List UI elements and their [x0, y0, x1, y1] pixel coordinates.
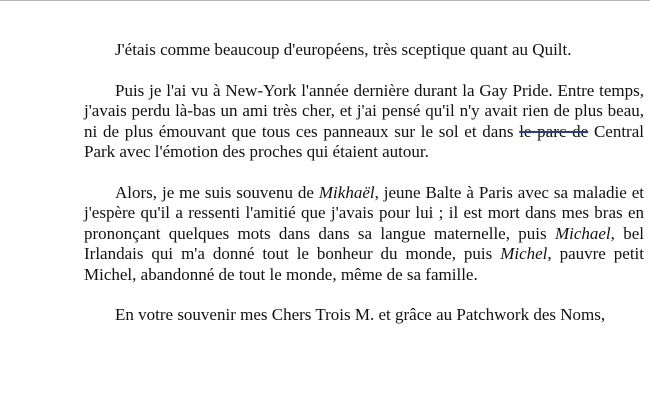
top-edge-rule	[0, 0, 650, 1]
paragraph-3-text-c: , bel Irlandais qui m'a donné tout le bonheur du monde, puis	[84, 223, 644, 263]
letter-body	[84, 40, 644, 326]
paragraph-4	[84, 305, 644, 326]
paragraph-4-text: En votre souvenir mes Chers Trois M. et grâce au Patchwork des Noms,	[115, 305, 606, 324]
paragraph-2-text-b: Central Park avec l'émotion des proches qui étaient autour.	[84, 121, 644, 161]
paragraph-3-text-a: Alors, je me suis souvenu de	[115, 182, 319, 202]
paragraph-3-text-d: , pauvre petit Michel, abandonné de tout le monde, même de sa famille.	[84, 244, 644, 284]
paragraph-1	[84, 40, 644, 61]
paragraph-1-text: J'étais comme beaucoup d'européens, très sceptique quant au Quilt.	[115, 40, 572, 59]
name-mikhael: Mikhaël	[318, 182, 375, 202]
name-michel: Michel	[500, 244, 548, 263]
paragraph-3-text-b: , jeune Balte à Paris avec sa maladie et j'espère qu'il a ressenti l'amitié que j'avais pour lui ; il est mort dans mes bras en prononçant quelques mots dans dans sa langue maternelle, puis	[84, 182, 644, 243]
paragraph-2-text-a: Puis je l'ai vu à New-York l'année dernière durant la Gay Pride. Entre temps, j'avais perdu là-bas un ami très cher, et j'ai pensé qu'il n'y avait rien de plus beau, ni de plus émouvant que tous ces panneaux sur le sol et dans	[84, 80, 644, 141]
paragraph-3	[84, 183, 644, 286]
struck-out-text: le parc de	[519, 121, 589, 141]
name-michael: Michael	[554, 223, 611, 243]
paragraph-2	[84, 81, 644, 163]
